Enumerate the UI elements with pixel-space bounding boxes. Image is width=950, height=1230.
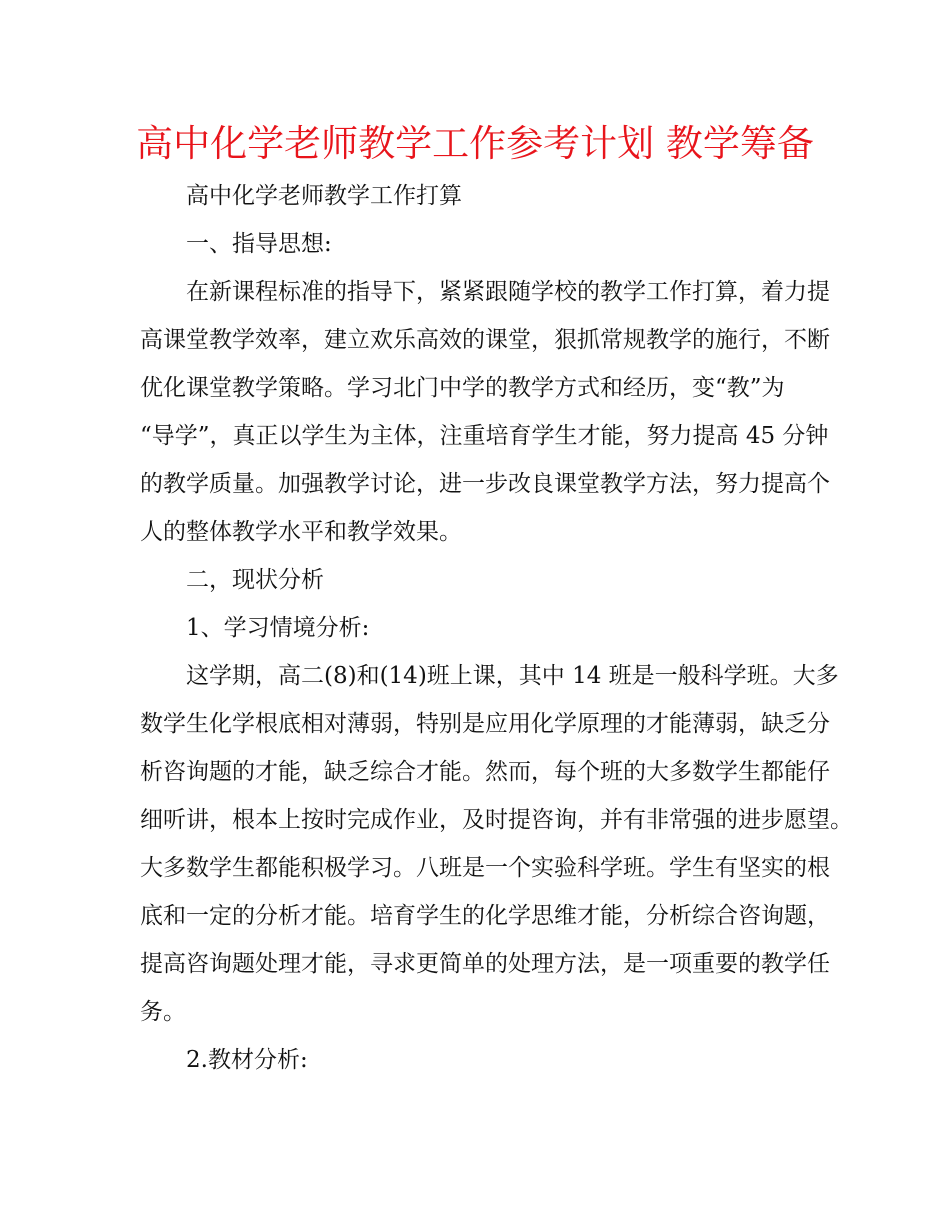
subsection-heading-textbook-analysis: 2.教材分析: <box>186 1047 308 1073</box>
subsection-heading-learning-situation: 1、学习情境分析: <box>186 615 370 641</box>
paragraph-line: 高课堂教学效率，建立欢乐高效的课堂，狠抓常规教学的施行，不断 <box>140 327 830 353</box>
paragraph-learning-situation <box>140 652 853 1036</box>
paragraph-line: “导学”，真正以学生为主体，注重培育学生才能，努力提高 45 分钟 <box>140 423 829 449</box>
paragraph-line: 优化课堂教学策略。学习北门中学的教学方式和经历，变“教”为 <box>140 375 785 401</box>
paragraph-line: 的教学质量。加强教学讨论，进一步改良课堂教学方法，努力提高个 <box>140 471 830 497</box>
document-title: 高中化学老师教学工作参考计划 教学筹备 <box>136 122 814 165</box>
paragraph-line: 数学生化学根底相对薄弱，特别是应用化学原理的才能薄弱，缺乏分 <box>140 711 830 737</box>
paragraph-line: 在新课程标准的指导下，紧紧跟随学校的教学工作打算，着力提 <box>186 279 830 305</box>
section-heading-status-analysis: 二，现状分析 <box>186 567 324 593</box>
paragraph-line: 这学期，高二(8)和(14)班上课，其中 14 班是一般科学班。大多 <box>186 663 839 689</box>
paragraph-line: 提高咨询题处理才能，寻求更简单的处理方法，是一项重要的教学任 <box>140 951 830 977</box>
paragraph-line: 细听讲，根本上按时完成作业，及时提咨询，并有非常强的进步愿望。 <box>140 807 853 833</box>
paragraph-line: 底和一定的分析才能。培育学生的化学思维才能，分析综合咨询题， <box>140 903 830 929</box>
paragraph-line: 大多数学生都能积极学习。八班是一个实验科学班。学生有坚实的根 <box>140 855 830 881</box>
paragraph-line: 人的整体教学水平和教学效果。 <box>140 519 462 545</box>
section-heading-guiding-thought: 一、指导思想: <box>186 231 332 257</box>
paragraph-line: 析咨询题的才能，缺乏综合才能。然而，每个班的大多数学生都能仔 <box>140 759 830 785</box>
paragraph-line: 务。 <box>140 999 186 1025</box>
subtitle-line: 高中化学老师教学工作打算 <box>186 183 462 209</box>
document-body <box>140 172 853 1084</box>
paragraph-guiding-thought <box>140 268 830 556</box>
